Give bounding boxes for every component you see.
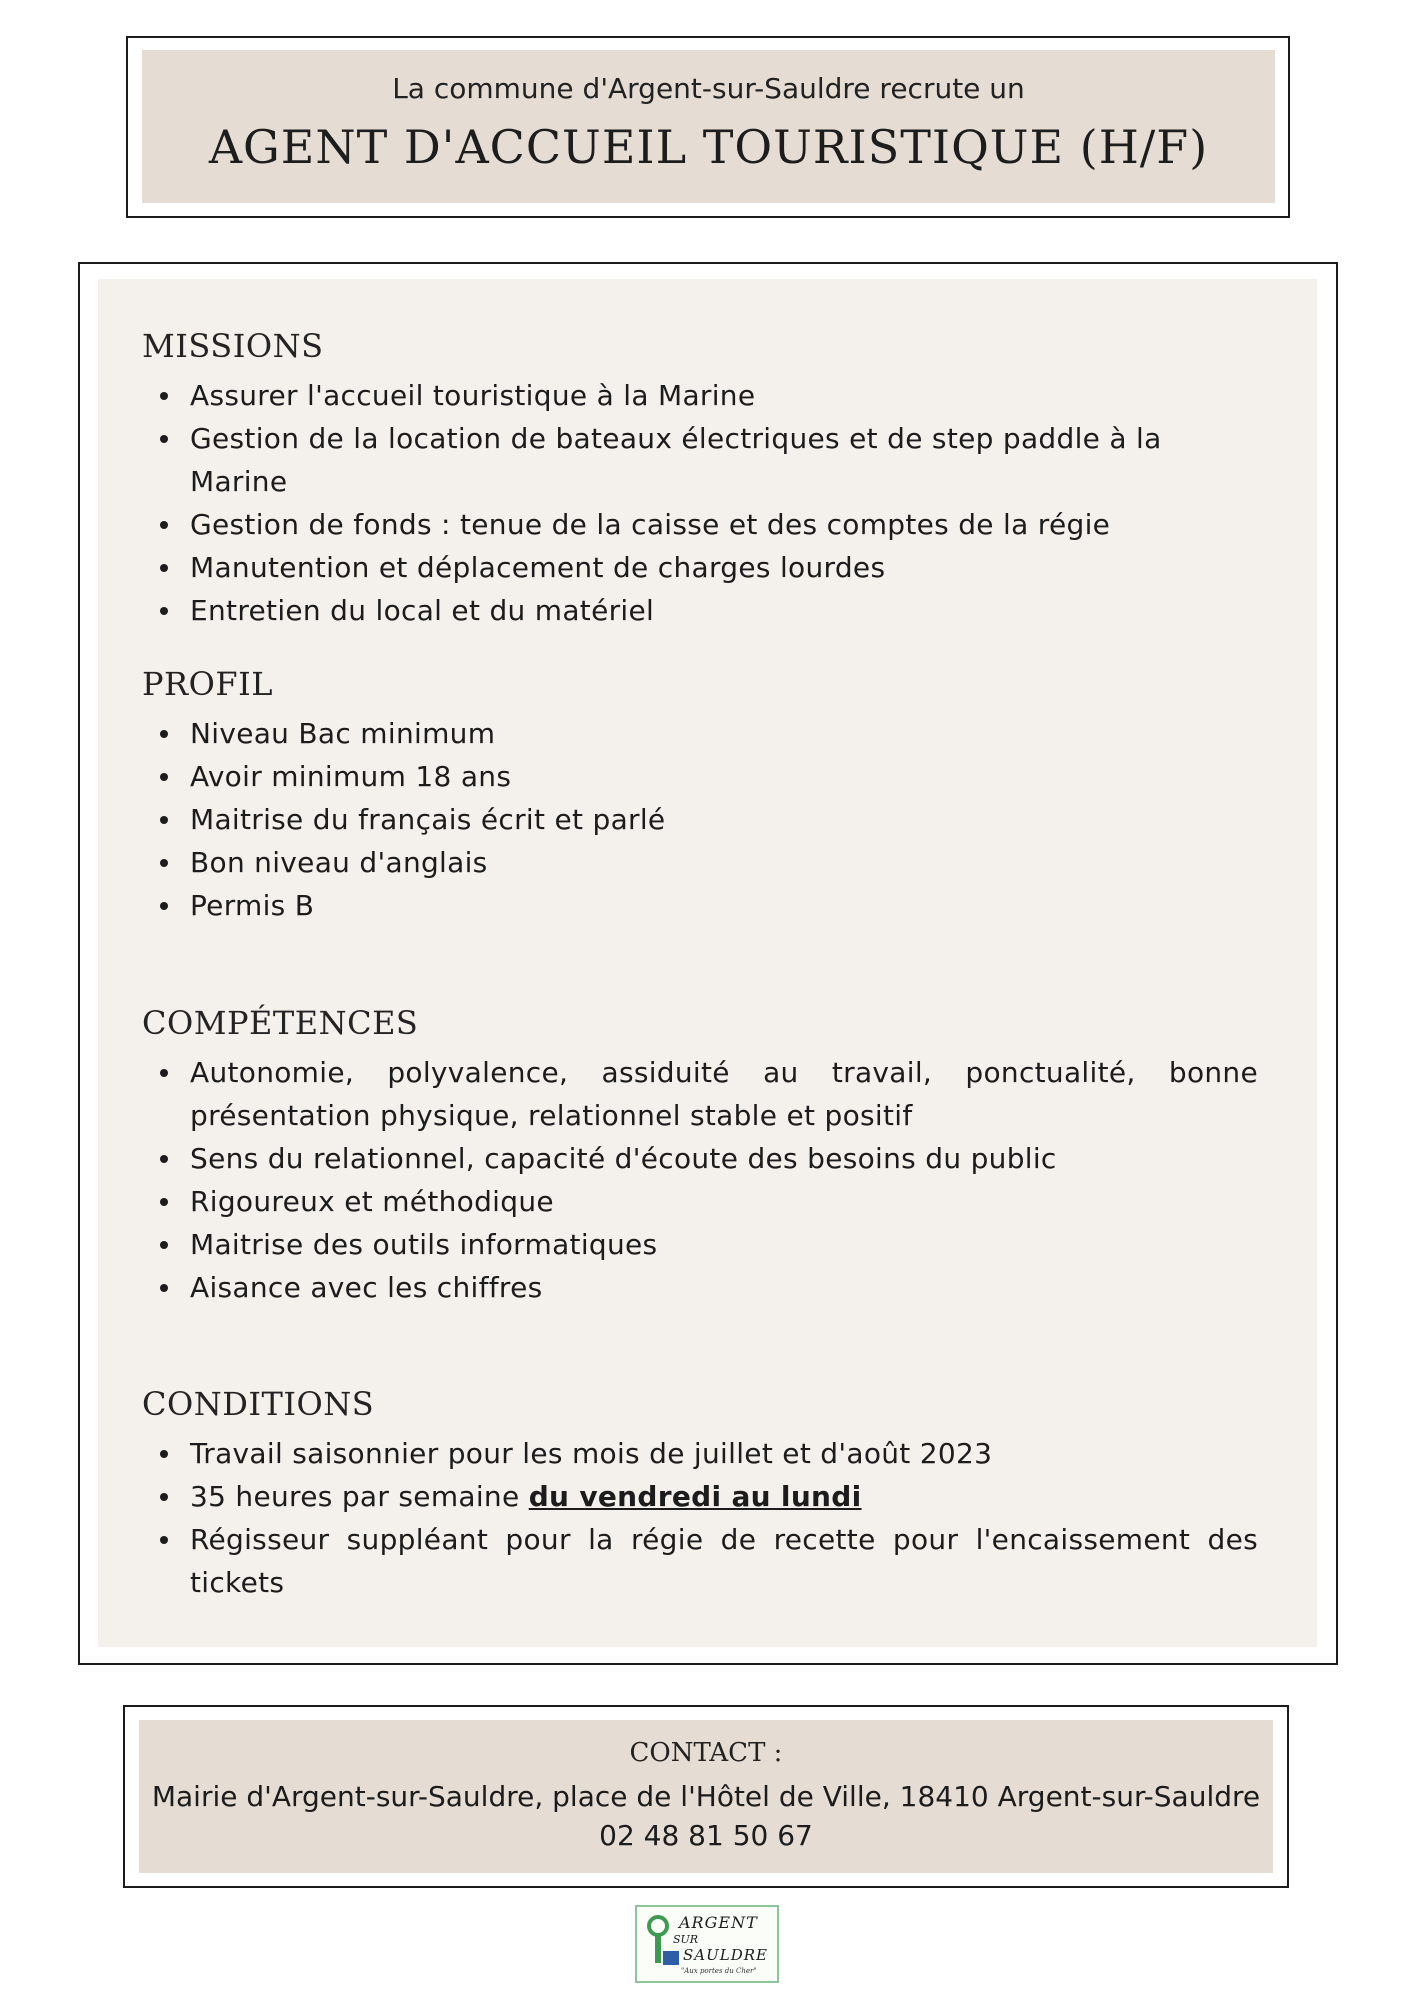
- section-heading: CONDITIONS: [142, 1385, 375, 1423]
- section-conditions: [142, 1384, 1258, 1604]
- conditions-list: [142, 1432, 1258, 1604]
- list-item: [142, 1475, 1258, 1518]
- list-item: Sens du relationnel, capacité d'écoute des besoins du public: [142, 1137, 1258, 1180]
- logo-text: SAULDRE: [683, 1946, 768, 1964]
- logo-text: SUR: [673, 1933, 699, 1946]
- list-item: Rigoureux et méthodique: [142, 1180, 1258, 1223]
- contact-address: Mairie d'Argent-sur-Sauldre, place de l'Hôtel de Ville, 18410 Argent-sur-Sauldre: [151, 1780, 1261, 1813]
- key-icon: [647, 1915, 669, 1937]
- competences-list: [142, 1051, 1258, 1309]
- list-item: Manutention et déplacement de charges lourdes: [142, 546, 1258, 589]
- list-item: Avoir minimum 18 ans: [142, 755, 1258, 798]
- list-item: Entretien du local et du matériel: [142, 589, 1258, 632]
- list-item: Maitrise des outils informatiques: [142, 1223, 1258, 1266]
- list-item: Gestion de la location de bateaux électriques et de step paddle à la Marine: [142, 417, 1258, 503]
- list-item: Niveau Bac minimum: [142, 712, 1258, 755]
- list-item-text: 35 heures par semaine: [190, 1480, 529, 1513]
- section-missions: [142, 326, 1258, 632]
- schedule-emphasis: du vendredi au lundi: [528, 1480, 862, 1513]
- contact-label: CONTACT :: [629, 1738, 783, 1768]
- section-heading: COMPÉTENCES: [142, 1004, 419, 1042]
- page-title: AGENT D'ACCUEIL TOURISTIQUE (H/F): [208, 120, 1209, 174]
- header-intro: La commune d'Argent-sur-Sauldre recrute un: [392, 72, 1025, 105]
- missions-list: [142, 374, 1258, 632]
- list-item: Aisance avec les chiffres: [142, 1266, 1258, 1309]
- section-profil: [142, 664, 1258, 927]
- profil-list: [142, 712, 1258, 927]
- blue-square-icon: [663, 1951, 679, 1965]
- section-competences: [142, 1003, 1258, 1309]
- contact-phone: 02 48 81 50 67: [599, 1819, 813, 1852]
- list-item: Autonomie, polyvalence, assiduité au travail, ponctualité, bonne présentation physique, relationnel stable et positif: [142, 1051, 1258, 1137]
- logo-text: ARGENT: [679, 1913, 758, 1932]
- logo-tagline: "Aux portes du Cher": [681, 1967, 757, 1975]
- contact-banner: [139, 1720, 1273, 1873]
- list-item: Gestion de fonds : tenue de la caisse et des comptes de la régie: [142, 503, 1258, 546]
- list-item: Travail saisonnier pour les mois de juillet et d'août 2023: [142, 1432, 1258, 1475]
- section-heading: PROFIL: [142, 665, 273, 703]
- list-item: Maitrise du français écrit et parlé: [142, 798, 1258, 841]
- section-heading: MISSIONS: [142, 327, 324, 365]
- list-item: Régisseur suppléant pour la régie de recette pour l'encaissement des tickets: [142, 1518, 1258, 1604]
- town-logo: [635, 1905, 779, 1983]
- list-item: Assurer l'accueil touristique à la Marine: [142, 374, 1258, 417]
- list-item: Bon niveau d'anglais: [142, 841, 1258, 884]
- key-stem-icon: [655, 1935, 661, 1963]
- list-item: Permis B: [142, 884, 1258, 927]
- header-banner: [142, 50, 1275, 203]
